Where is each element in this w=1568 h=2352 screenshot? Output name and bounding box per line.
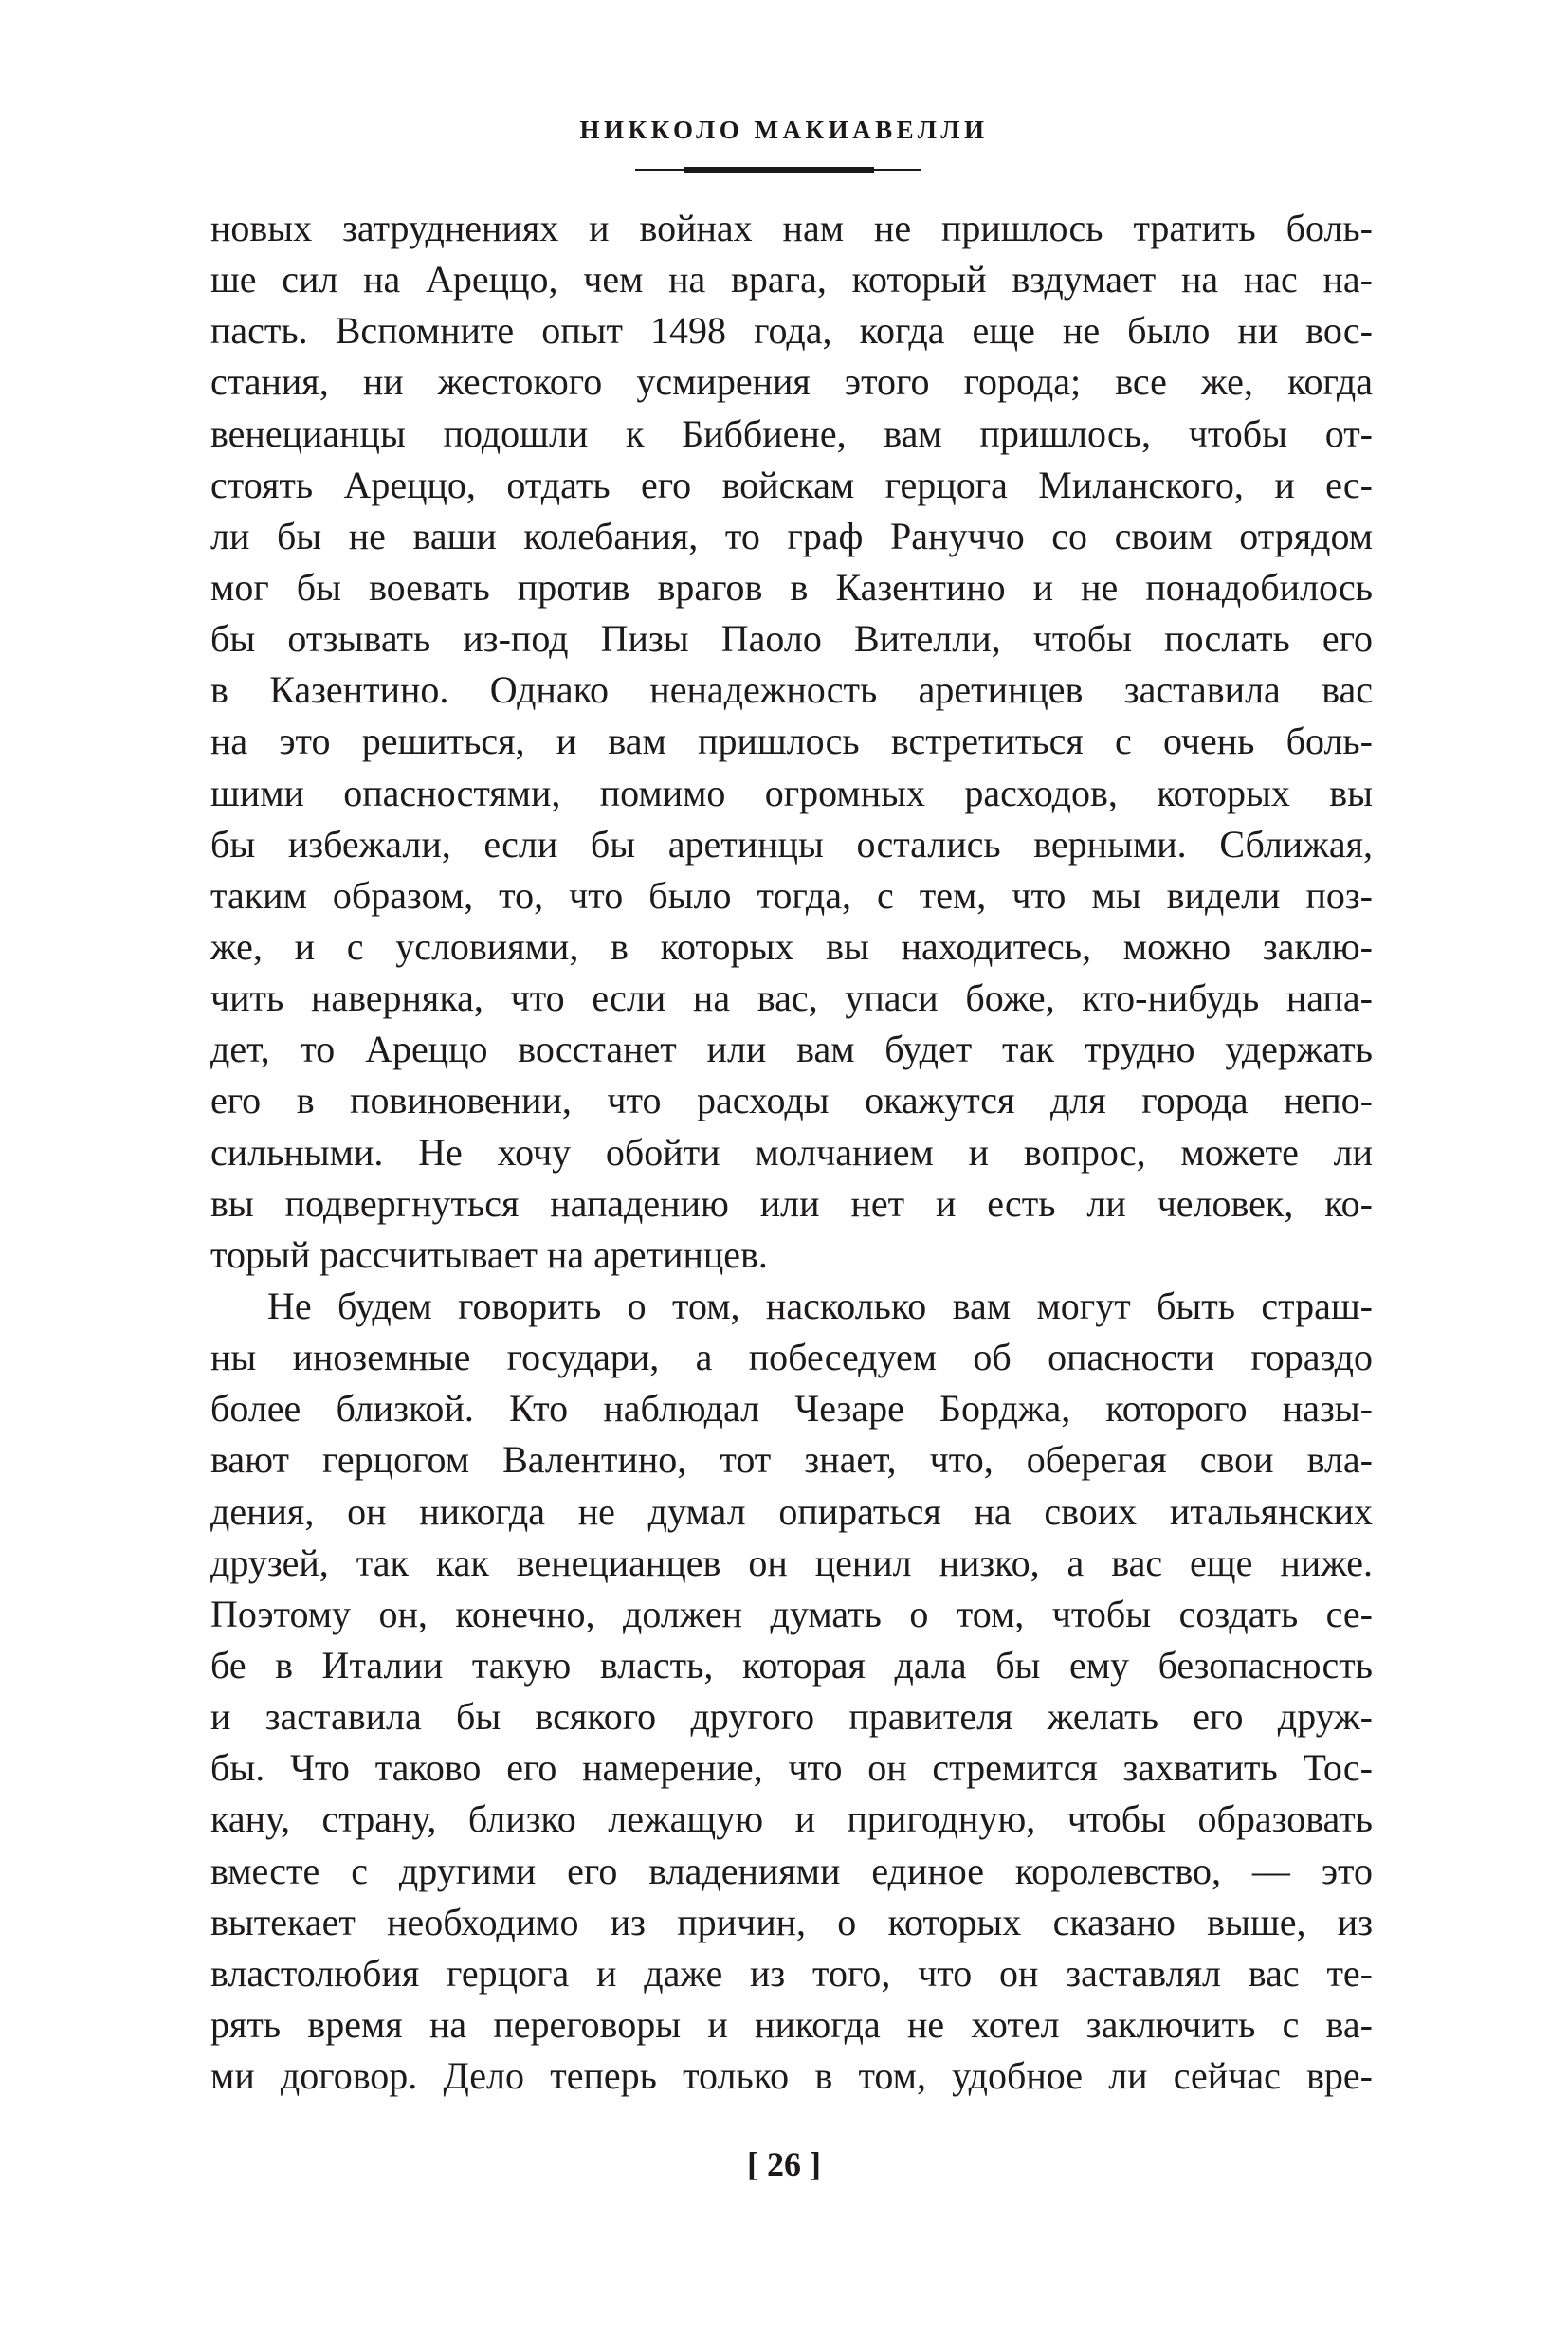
text-line: дения, он никогда не думал опираться на своих итальянских [210, 1489, 1373, 1533]
text-line: на это решиться, и вам пришлось встретиться с очень боль- [210, 720, 1373, 763]
text-line: ны иноземные государи, а побеседуем об опасности гораздо [210, 1336, 1373, 1379]
text-line: ше сил на Ареццо, чем на врага, который вздумает на нас на- [210, 258, 1373, 301]
text-line: сильными. Не хочу обойти молчанием и вопрос, можете ли [210, 1130, 1373, 1174]
text-line: венецианцы подошли к Биббиене, вам пришлось, чтобы от- [210, 411, 1373, 455]
text-line: вытекает необходимо из причин, о которых сказано выше, из [210, 1900, 1373, 1943]
text-line: более близкой. Кто наблюдал Чезаре Борджа, которого назы- [210, 1387, 1373, 1431]
text-line: таким образом, то, что было тогда, с тем, что мы видели поз- [210, 873, 1373, 917]
text-line: бы избежали, если бы аретинцы остались верными. Сближая, [210, 822, 1373, 866]
text-line: властолюбия герцога и даже из того, что он заставлял вас те- [210, 1951, 1373, 1995]
text-line: чить наверняка, что если на вас, упаси боже, кто-нибудь напа- [210, 976, 1373, 1020]
text-line: стания, ни жестокого усмирения этого города; все же, когда [210, 360, 1373, 404]
text-line: торый рассчитывает на аретинцев. [210, 1232, 768, 1276]
text-line: новых затруднениях и войнах нам не пришлось тратить боль- [210, 207, 1373, 249]
text-line: шими опасностями, помимо огромных расходов, которых вы [210, 771, 1373, 814]
text-line: мог бы воевать против врагов в Казентино и не понадобилось [210, 565, 1373, 609]
text-line: его в повиновении, что расходы окажутся для города непо- [210, 1079, 1373, 1122]
text-line: вают герцогом Валентино, тот знает, что, оберегая свои вла- [210, 1438, 1373, 1482]
text-line: стоять Ареццо, отдать его войскам герцога Миланского, и ес- [210, 463, 1373, 506]
text-line: пасть. Вспомните опыт 1498 года, когда еще не было ни вос- [210, 309, 1373, 353]
text-line: Не будем говорить о том, насколько вам могут быть страш- [267, 1284, 1373, 1327]
text-line: Поэтому он, конечно, должен думать о том, чтобы создать се- [210, 1592, 1373, 1635]
body-text [210, 203, 1373, 2102]
text-line: кану, страну, близко лежащую и пригодную, чтобы образовать [210, 1797, 1373, 1841]
running-head: НИККОЛО МАКИАВЕЛЛИ [579, 116, 989, 144]
text-line: вы подвергнуться нападению или нет и есть ли человек, ко- [210, 1181, 1373, 1225]
text-line: же, и с условиями, в которых вы находитесь, можно заклю- [210, 924, 1373, 968]
text-line: друзей, так как венецианцев он ценил низко, а вас еще ниже. [210, 1541, 1373, 1584]
header-rule-thick [684, 167, 874, 173]
page-number: [ 26 ] [747, 2145, 821, 2183]
text-line: ли бы не ваши колебания, то граф Рануччо со своим отрядом [210, 514, 1373, 557]
text-line: бы. Что таково его намерение, что он стремится захватить Тос- [210, 1746, 1373, 1790]
text-line: в Казентино. Однако ненадежность аретинцев заставила вас [210, 668, 1373, 712]
text-line: и заставила бы всякого другого правителя желать его друж- [210, 1695, 1373, 1739]
text-line: рять время на переговоры и никогда не хотел заключить с ва- [210, 2002, 1373, 2046]
text-line: дет, то Ареццо восстанет или вам будет так трудно удержать [210, 1028, 1373, 1071]
text-line: вместе с другими его владениями единое королевство, — это [210, 1849, 1373, 1892]
text-line: бе в Италии такую власть, которая дала бы ему безопасность [210, 1643, 1373, 1687]
text-line: бы отзывать из-под Пизы Паоло Вителли, чтобы послать его [210, 617, 1373, 661]
text-line: ми договор. Дело теперь только в том, удобное ли сейчас вре- [210, 2054, 1373, 2098]
